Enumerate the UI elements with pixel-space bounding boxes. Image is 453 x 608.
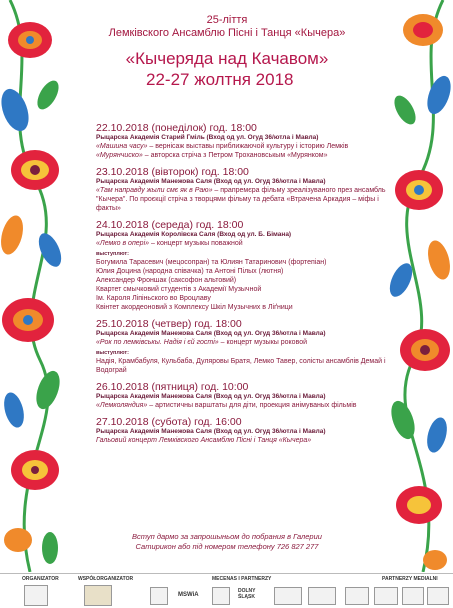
organizer-logo xyxy=(24,585,48,606)
event-venue: Рыцарска Академія Манежова Саля (Вход од ул. Огуд 36/ютла і Мавла) xyxy=(96,428,326,435)
event-date: 25.10.2018 (четвер) год. 18:00 xyxy=(96,318,242,330)
event-item xyxy=(96,219,386,312)
poster-header xyxy=(70,14,384,91)
media-logo xyxy=(402,587,424,605)
partner-logo xyxy=(308,587,336,605)
event-description: «Лемколяндия» – артистичны варштаты для діти, проекция анімуваных фільмів xyxy=(96,402,357,409)
event-description: Гальовий концерт Лемківского Ансамблю Пісні і Танця «Кычера» xyxy=(96,437,312,444)
partner-logo xyxy=(274,587,302,605)
event-description: «Рок по лемківськы. Надія і єй гості» – концерт музыкы роковой xyxy=(96,339,308,346)
entry-line-2: Сатирикон або під номером телефону 726 827 277 xyxy=(135,542,319,551)
media-logo xyxy=(374,587,398,605)
dolny-slask-logo: DOLNY ŚLĄSK xyxy=(238,588,256,600)
floral-pattern-right xyxy=(387,0,453,572)
media-partners-label: PARTNERZY MEDIALNI xyxy=(382,576,438,582)
left-floral-border xyxy=(0,0,66,572)
media-logo xyxy=(345,587,369,605)
performers-heading: выступлют: xyxy=(96,251,129,257)
entry-info xyxy=(70,532,384,552)
event-venue: Рыцарска Академія Королівска Саля (Вход од ул. Б. Бімана) xyxy=(96,231,292,238)
event-date: 24.10.2018 (середа) год. 18:00 xyxy=(96,219,244,231)
ensemble-name: Лемківского Ансамблю Пісні і Танця «Кычера» xyxy=(108,27,346,39)
event-item xyxy=(96,318,386,375)
poster-content xyxy=(70,0,384,572)
floral-pattern-left xyxy=(0,0,66,572)
organizer-label: ORGANIZATOR xyxy=(22,576,59,582)
event-item xyxy=(96,122,386,160)
performer-line: Богумила Тарасевич (мецосопран) та Юлиян Татаринович (фортепіан) xyxy=(96,259,327,266)
event-venue: Рыцарска Академія Манежова Саля (Вход од ул. Огуд 36/ютла і Мавла) xyxy=(96,393,326,400)
media-logo xyxy=(427,587,449,605)
coorganizer-label: WSPÓŁORGANIZATOR xyxy=(78,576,134,582)
festival-title: «Кычеряда над Качавом» xyxy=(125,49,329,68)
mswia-logo: MSWiA xyxy=(178,592,199,598)
performer-line: Ім. Кароля Ліпіньского во Вроцлаву xyxy=(96,295,211,302)
performers-heading: выступлют: xyxy=(96,350,129,356)
partner-logo xyxy=(212,587,230,605)
performer-line: Надія, Крамбабуля, Кульбаба, Дуляровы Братя, Лемко Тавер, солісты ансамблів Демай і Водограй xyxy=(96,358,386,374)
sponsors-strip xyxy=(0,573,453,608)
event-item xyxy=(96,381,386,410)
performer-line: Квартет смычковий студентів з Академії Музычной xyxy=(96,286,262,293)
anniversary-label: 25-ліття xyxy=(206,14,248,26)
event-venue: Рыцарска Академія Манежова Саля (Вход од ул. Огуд 36/ютла і Мавла) xyxy=(96,330,326,337)
festival-dates: 22-27 жолтня 2018 xyxy=(146,70,294,89)
event-date: 22.10.2018 (понеділок) год. 18:00 xyxy=(96,122,257,134)
right-floral-border xyxy=(387,0,453,572)
event-item xyxy=(96,166,386,213)
event-description: «Машина часу» – вернісаж выставы приближаючой культуру і історию Лемків xyxy=(96,143,349,150)
event-venue: Рыцарска Академія Старий Гміль (Вход од ул. Огуд 36/ютла і Мавла) xyxy=(96,134,319,141)
performer-line: Квінтет акордеоновий з Комплексу Шкіл Музычних в Ліґници xyxy=(96,304,293,311)
partner-logo xyxy=(150,587,168,605)
performer-line: Александер Фроншак (саксофон альтовий) xyxy=(96,277,237,284)
performer-line: Юлия Доцина (народна співачка) та Антоні Пілых (лютня) xyxy=(96,268,284,275)
event-date: 26.10.2018 (пятниця) год. 10:00 xyxy=(96,381,249,393)
entry-line-1: Вступ дармо за запрошыньом до побрания в Галерии xyxy=(132,532,322,541)
event-description: «Мурянчиско» – авторска стріча з Петром Трохановськым «Мурянком» xyxy=(96,152,328,159)
event-description: «Там направду жыли смє як в Раю» – прапремєра фільму зреалізуваного през ансамбль "Кычера". По проєкції стріча з творцями фільму та дебата «Втрачена Аркадия – міфы і факты» xyxy=(96,187,386,212)
event-date: 27.10.2018 (субота) год. 16:00 xyxy=(96,416,242,428)
event-list xyxy=(96,122,386,451)
event-venue: Рыцарска Академія Манежова Саля (Вход од ул. Огуд 36/ютла і Мавла) xyxy=(96,178,326,185)
patrons-label: MECENAS I PARTNERZY xyxy=(212,576,272,582)
coorganizer-logo xyxy=(84,585,112,606)
event-item xyxy=(96,416,386,445)
event-description: «Лемко в опері» – концерт музыкы поважной xyxy=(96,240,243,247)
event-date: 23.10.2018 (вівторок) год. 18:00 xyxy=(96,166,249,178)
